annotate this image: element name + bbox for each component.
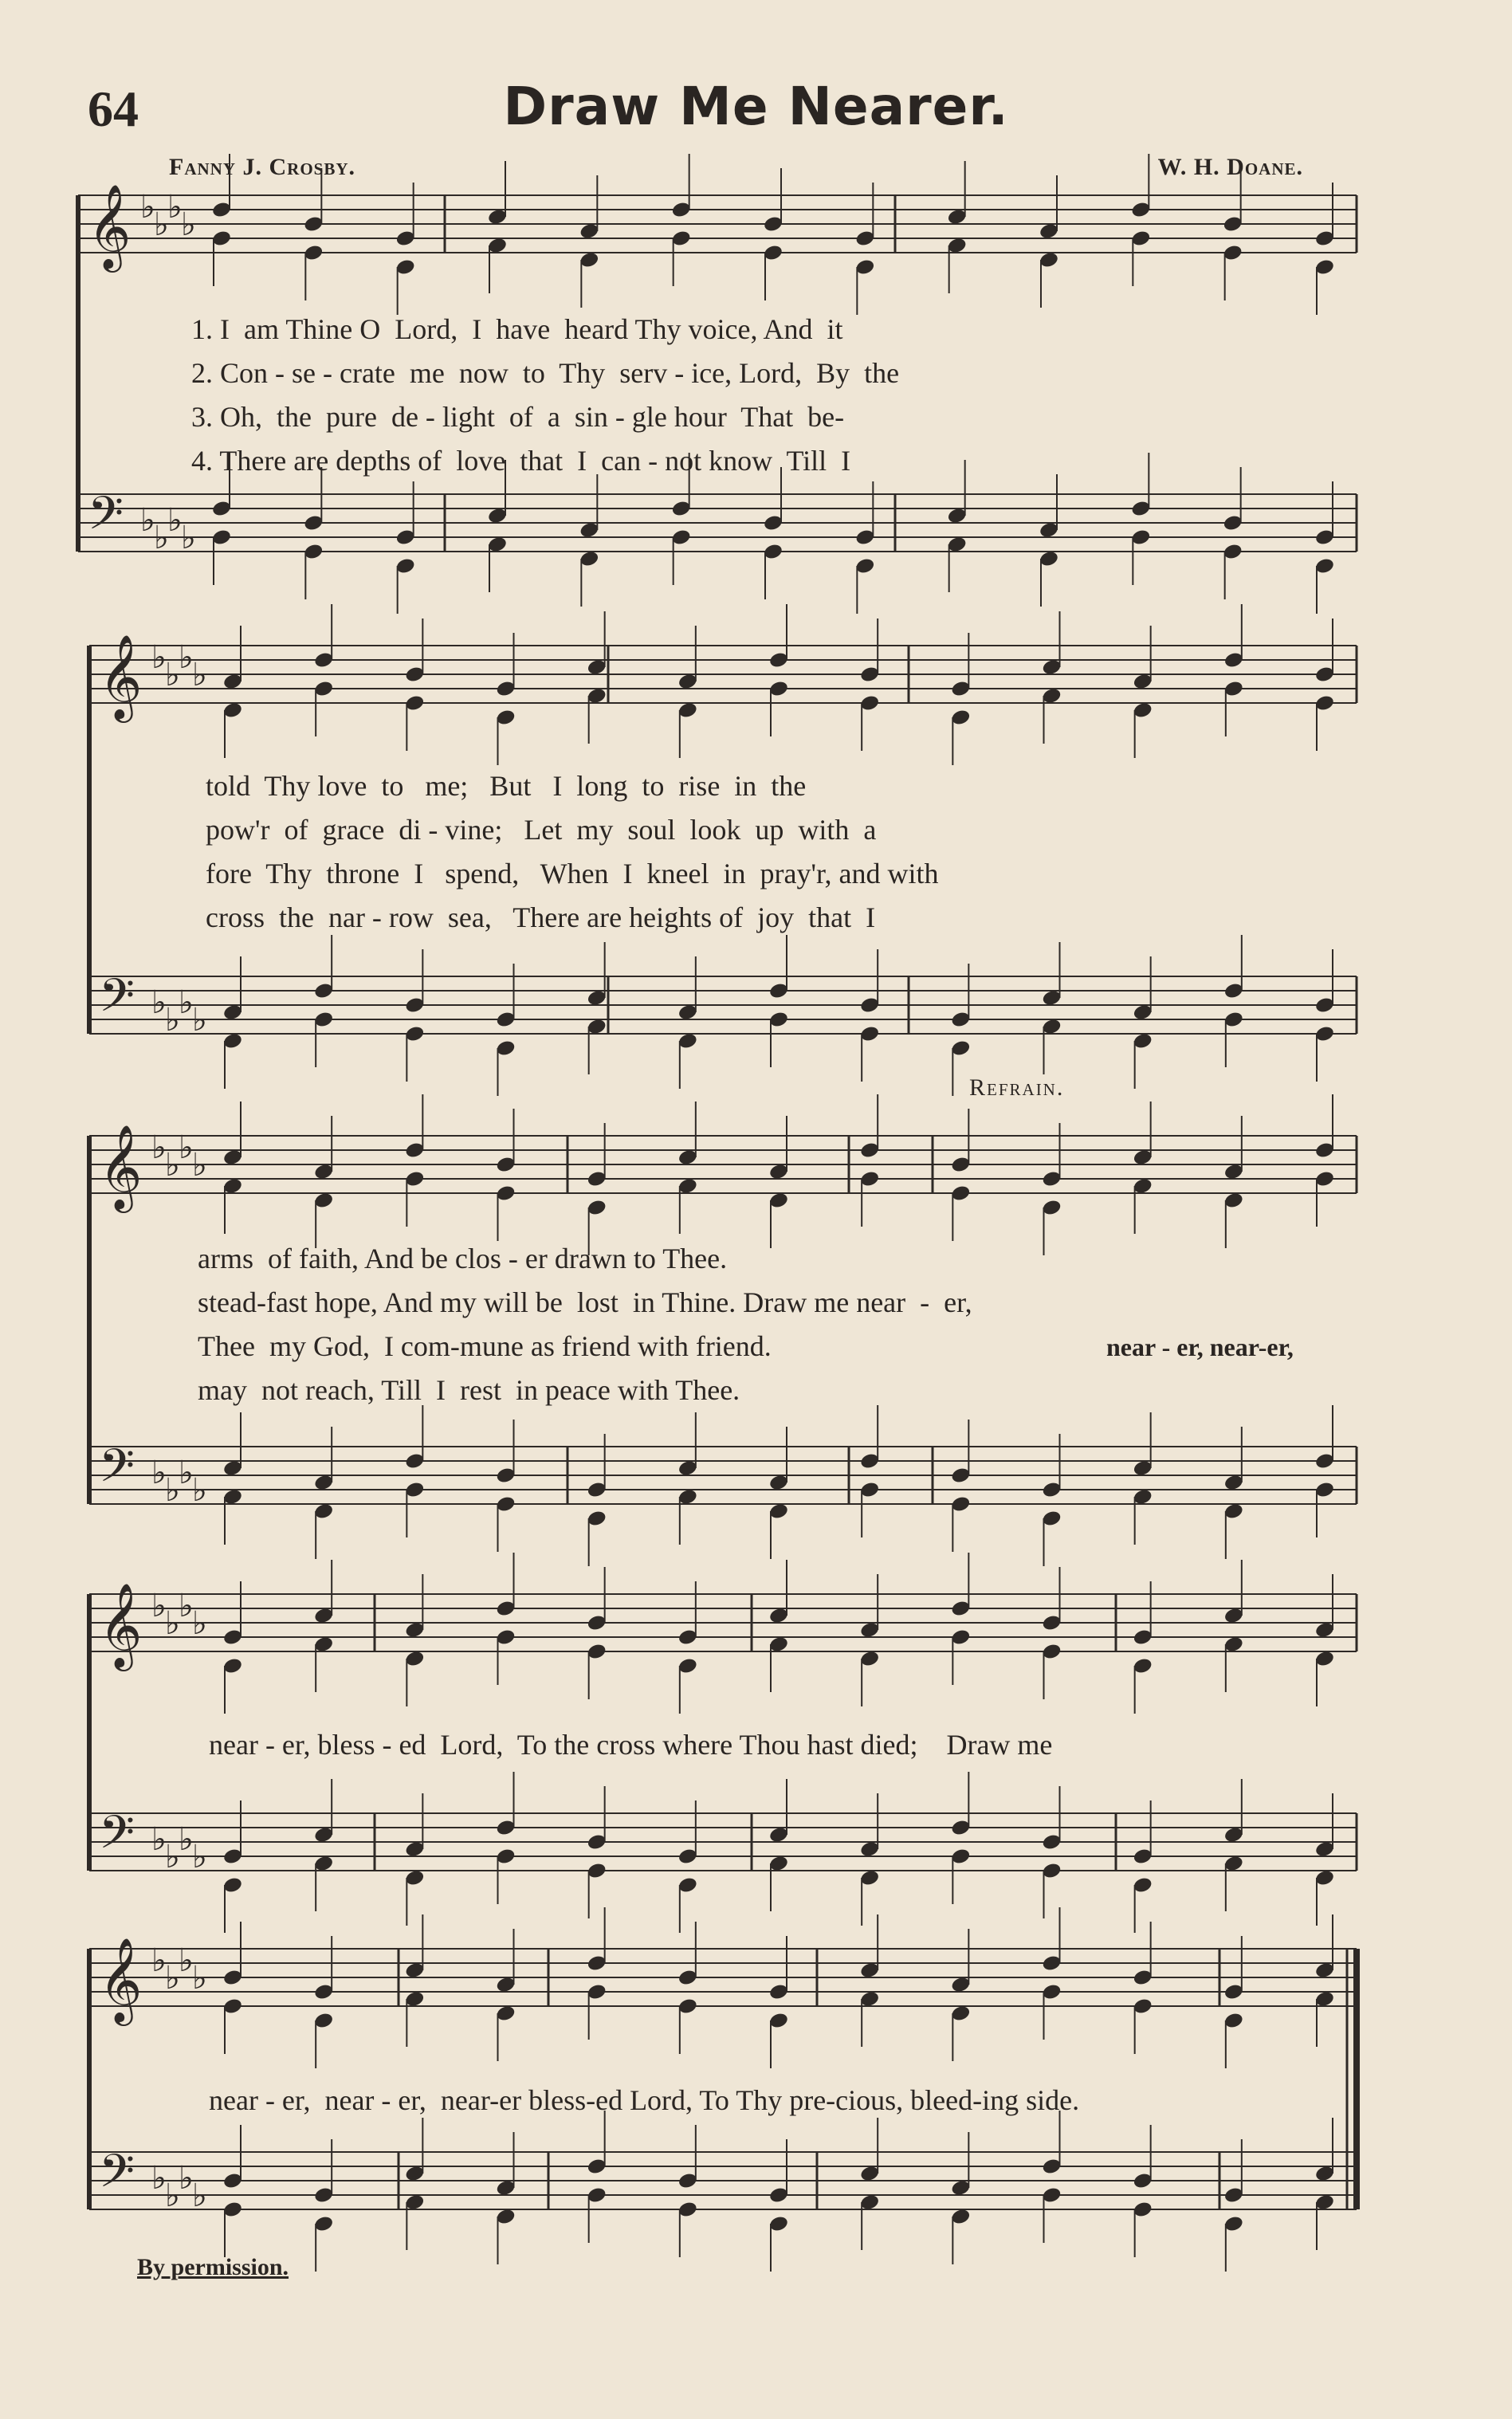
flat-icon: ♭ [165, 2177, 180, 2214]
flat-icon: ♭ [165, 657, 180, 693]
flat-icon: ♭ [151, 1588, 167, 1624]
flat-icon: ♭ [154, 520, 169, 556]
flat-icon: ♭ [165, 1002, 180, 1039]
flat-icon: ♭ [165, 1839, 180, 1875]
flat-icon: ♭ [181, 520, 196, 556]
flat-icon: ♭ [167, 502, 183, 539]
lyric-line: 1. I am Thine O Lord, I have heard Thy voice, And it [191, 313, 843, 345]
flat-icon: ♭ [151, 2160, 167, 2197]
flat-icon: ♭ [179, 2160, 194, 2197]
lyric-line: pow'r of grace di - vine; Let my soul look up with a [206, 814, 877, 846]
permission-note: By permission. [137, 2254, 289, 2280]
author-credit: Fanny J. Crosby. [169, 154, 356, 180]
flat-icon: ♭ [179, 1129, 194, 1166]
treble-clef-icon: 𝄞 [99, 634, 143, 719]
bass-clef-icon: 𝄢 [99, 968, 135, 1034]
flat-icon: ♭ [151, 1821, 167, 1858]
flat-icon: ♭ [192, 1002, 207, 1039]
bass-clef-icon: 𝄢 [99, 1805, 135, 1871]
bass-clef-icon: 𝄢 [99, 2144, 135, 2209]
flat-icon: ♭ [151, 984, 167, 1021]
flat-icon: ♭ [179, 1821, 194, 1858]
flat-icon: ♭ [165, 1605, 180, 1642]
flat-icon: ♭ [165, 1147, 180, 1184]
lyric-line: 4. There are depths of love that I can - not know Till I [191, 445, 851, 477]
flat-icon: ♭ [151, 1942, 167, 1979]
flat-icon: ♭ [151, 639, 167, 676]
treble-clef-icon: 𝄞 [88, 183, 132, 269]
flat-icon: ♭ [165, 1472, 180, 1509]
treble-clef-icon: 𝄞 [99, 1937, 143, 2022]
lyric-line: cross the nar - row sea, There are heights of joy that I [206, 901, 876, 933]
flat-icon: ♭ [140, 189, 155, 226]
flat-icon: ♭ [179, 639, 194, 676]
composer-credit: W. H. Doane. [1157, 154, 1303, 180]
flat-icon: ♭ [179, 984, 194, 1021]
bass-clef-icon: 𝄢 [88, 486, 124, 552]
flat-icon: ♭ [181, 206, 196, 243]
flat-icon: ♭ [165, 1960, 180, 1997]
refrain-lyric: near - er, near-er, [1106, 1333, 1294, 1361]
lyric-line: Thee my God, I com-mune as friend with friend. [198, 1330, 772, 1362]
flat-icon: ♭ [167, 189, 183, 226]
flat-icon: ♭ [154, 206, 169, 243]
treble-clef-icon: 𝄞 [99, 1124, 143, 1209]
refrain-label: Refrain. [969, 1074, 1065, 1101]
lyric-line: told Thy love to me; But I long to rise in the [206, 770, 807, 802]
flat-icon: ♭ [192, 1147, 207, 1184]
lyric-line: arms of faith, And be clos - er drawn to Thee. [198, 1243, 728, 1274]
hymn-title: Draw Me Nearer. [503, 76, 1009, 137]
flat-icon: ♭ [179, 1455, 194, 1491]
treble-clef-icon: 𝄞 [99, 1582, 143, 1667]
lyric-line: 3. Oh, the pure de - light of a sin - gle hour That be- [191, 401, 845, 433]
flat-icon: ♭ [179, 1588, 194, 1624]
lyric-line: near - er, bless - ed Lord, To the cross where Thou hast died; Draw me [209, 1729, 1053, 1761]
page-number: 64 [88, 81, 139, 137]
lyric-line: fore Thy throne I spend, When I kneel in pray'r, and with [206, 858, 939, 889]
flat-icon: ♭ [192, 1839, 207, 1875]
flat-icon: ♭ [192, 1960, 207, 1997]
flat-icon: ♭ [192, 2177, 207, 2214]
lyric-line: 2. Con - se - crate me now to Thy serv - ice, Lord, By the [191, 357, 900, 389]
bass-clef-icon: 𝄢 [99, 1439, 135, 1504]
flat-icon: ♭ [192, 1472, 207, 1509]
flat-icon: ♭ [140, 502, 155, 539]
flat-icon: ♭ [192, 657, 207, 693]
flat-icon: ♭ [192, 1605, 207, 1642]
lyric-line: may not reach, Till I rest in peace with Thee. [198, 1374, 740, 1406]
flat-icon: ♭ [151, 1455, 167, 1491]
lyric-line: near - er, near - er, near-er bless-ed Lord, To Thy pre-cious, bleed-ing side. [209, 2084, 1080, 2116]
flat-icon: ♭ [151, 1129, 167, 1166]
lyric-line: stead-fast hope, And my will be lost in Thine. Draw me near - er, [198, 1286, 972, 1318]
flat-icon: ♭ [179, 1942, 194, 1979]
